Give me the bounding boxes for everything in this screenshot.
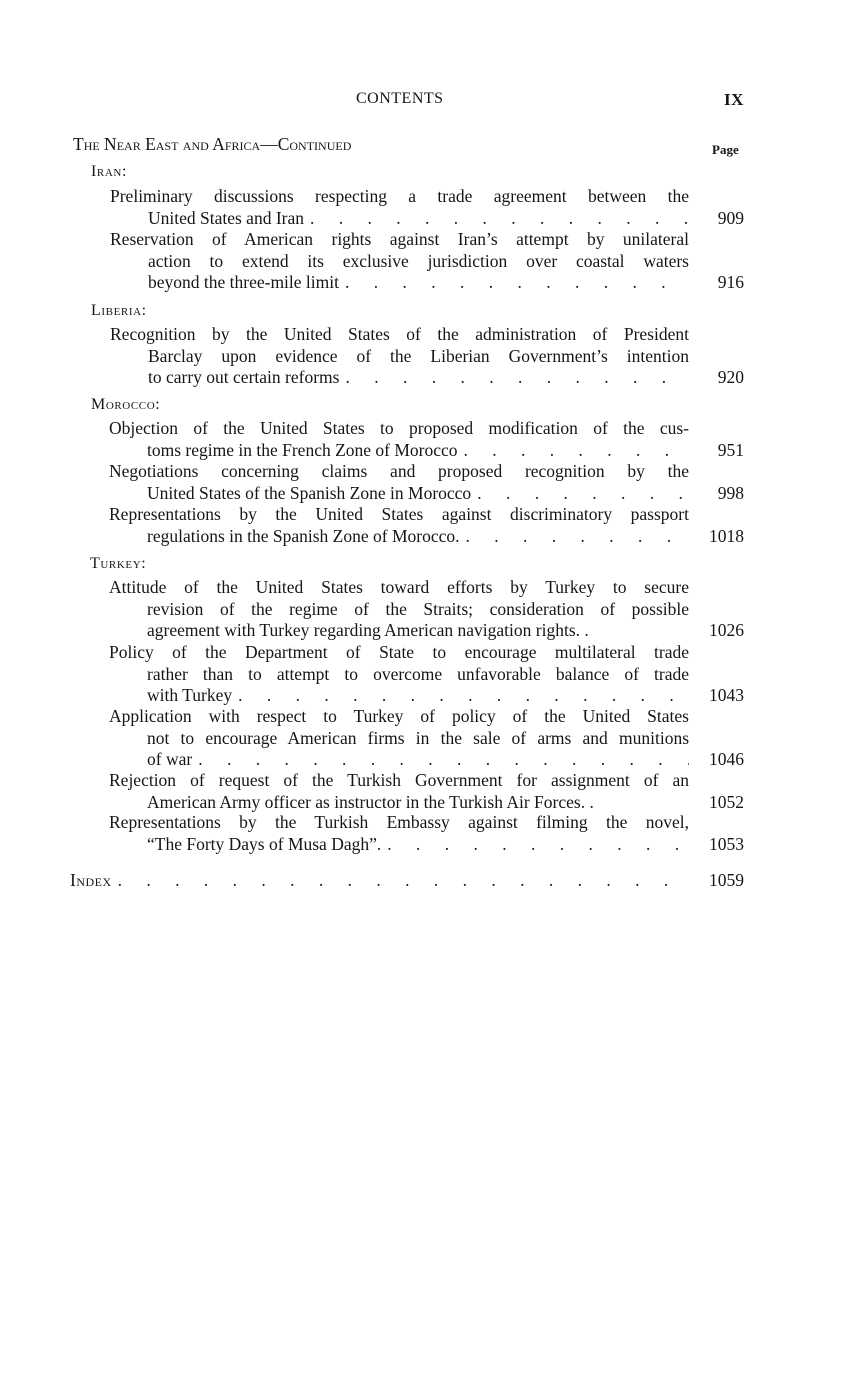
dot-leader	[466, 526, 689, 548]
entry-line-last	[148, 367, 689, 389]
index-entry	[70, 870, 690, 891]
entry-line-last	[147, 526, 689, 548]
entry-line: to carry out certain reforms	[148, 367, 340, 387]
entry-line: Barclay upon evidence of the Liberian Government’s intention	[148, 345, 689, 366]
page-number: 1046	[709, 749, 744, 769]
toc-entry	[0, 577, 850, 642]
running-head-title: CONTENTS	[356, 90, 444, 107]
country-heading-liberia: Liberia:	[91, 302, 147, 319]
entry-line: Attitude of the United States toward efforts by Turkey to secure	[109, 577, 689, 597]
toc-entry	[0, 324, 850, 389]
entry-line: United States and Iran	[148, 207, 304, 228]
dot-leader	[477, 483, 689, 505]
entry-line: Representations by the United States against discriminatory passport	[109, 504, 689, 524]
page-number: 920	[717, 367, 744, 387]
entry-line: not to encourage American firms in the sale of arms and munitions	[147, 727, 689, 748]
dot-leader	[238, 685, 689, 707]
entry-line: Objection of the United States to proposed modification of the cus-	[109, 418, 689, 438]
entry-line: Application with respect to Turkey of policy of the United States	[109, 706, 689, 726]
toc-entry	[0, 229, 850, 294]
entry-line: Representations by the Turkish Embassy against filming the novel,	[109, 812, 689, 832]
entry-line-last	[148, 272, 689, 294]
page-number: 916	[717, 272, 744, 292]
toc-entry	[0, 461, 850, 504]
section-heading: The Near East and Africa—Continued	[73, 134, 352, 154]
dot-leader	[118, 870, 690, 891]
entry-line-last	[147, 685, 689, 707]
page-column-label: Page	[712, 142, 739, 157]
entry-line: Reservation of American rights against Iran’s attempt by unilateral	[110, 229, 689, 249]
entry-line: American Army officer as instructor in the Turkish Air Forces. .	[147, 791, 594, 812]
entry-line: rather than to attempt to overcome unfavorable balance of trade	[147, 663, 689, 684]
page-number: 909	[717, 207, 744, 228]
entry-line: regulations in the Spanish Zone of Morocco.	[147, 525, 460, 546]
entry-line: agreement with Turkey regarding American navigation rights. .	[147, 620, 589, 640]
entry-line-last	[147, 483, 689, 505]
dot-leader	[345, 272, 689, 294]
country-heading-turkey: Turkey:	[90, 555, 147, 572]
toc-entry	[0, 770, 850, 813]
dot-leader	[310, 208, 689, 230]
entry-line: with Turkey	[147, 685, 233, 705]
country-heading-iran: Iran:	[91, 163, 127, 180]
page-number: 1043	[709, 685, 744, 705]
toc-entry	[0, 812, 850, 855]
page-number: 951	[717, 439, 744, 460]
entry-line: Rejection of request of the Turkish Government for assignment of an	[109, 770, 689, 790]
page-number: 1052	[709, 791, 744, 812]
toc-entry	[0, 504, 850, 547]
entry-line: of war	[147, 749, 193, 769]
page-number: 1018	[709, 525, 744, 546]
index-label: Index	[70, 870, 112, 890]
entry-line: Policy of the Department of State to encourage multilateral trade	[109, 642, 689, 662]
entry-line: “The Forty Days of Musa Dagh”.	[147, 833, 382, 854]
entry-line: action to extend its exclusive jurisdiction over coastal waters	[148, 250, 689, 271]
dot-leader	[198, 749, 689, 771]
toc-entry	[0, 186, 850, 229]
country-heading-morocco: Morocco:	[91, 396, 161, 413]
page-number: 1053	[709, 833, 744, 854]
page-number: 998	[717, 482, 744, 503]
toc-entry	[0, 642, 850, 707]
page-number: 1026	[709, 620, 744, 640]
entry-line-last	[147, 749, 689, 771]
entry-line: United States of the Spanish Zone in Morocco	[147, 482, 472, 503]
entry-line: Preliminary discussions respecting a trade agreement between the	[110, 186, 689, 206]
index-page-number: 1059	[709, 870, 744, 890]
dot-leader	[464, 440, 689, 462]
entry-line: beyond the three-mile limit	[148, 272, 339, 292]
running-head	[0, 90, 850, 114]
page-folio: IX	[724, 90, 744, 109]
toc-entry	[0, 706, 850, 771]
entry-line: Recognition by the United States of the administration of President	[110, 324, 689, 344]
dot-leader	[387, 834, 689, 856]
entry-line: Negotiations concerning claims and proposed recognition by the	[109, 461, 689, 481]
entry-line-last	[147, 834, 689, 856]
dot-leader	[345, 367, 689, 389]
entry-line: toms regime in the French Zone of Morocco	[147, 439, 458, 460]
entry-line-last	[148, 208, 689, 230]
entry-line-last	[147, 440, 689, 462]
toc-entry	[0, 418, 850, 461]
entry-line: revision of the regime of the Straits; consideration of possible	[147, 598, 689, 619]
